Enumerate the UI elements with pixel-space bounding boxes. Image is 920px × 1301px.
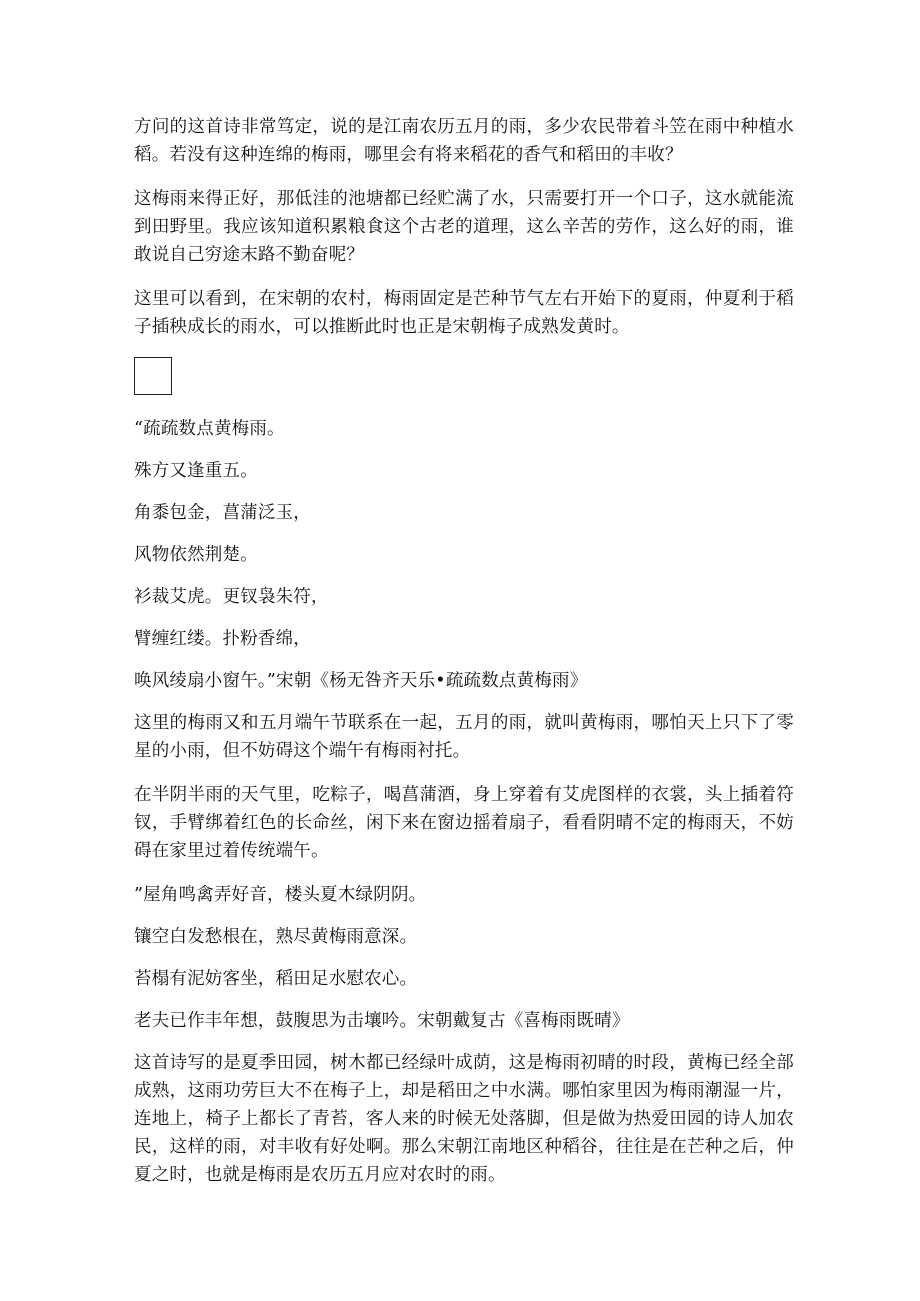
image-placeholder-box: [134, 357, 172, 395]
paragraph: 方问的这首诗非常笃定，说的是江南农历五月的雨，多少农民带着斗笠在雨中种植水稻。若没有这种连绵的梅雨，哪里会有将来稻花的香气和稻田的丰收？: [134, 117, 794, 165]
document-body: [134, 113, 794, 1205]
paragraph: 这梅雨来得正好，那低洼的池塘都已经贮满了水，只需要打开一个口子，这水就能流到田野里。我应该知道积累粮食这个古老的道理，这么辛苦的劳作，这么好的雨，谁敢说自己穷途末路不勤奋呢？: [134, 189, 794, 265]
paragraph: 这首诗写的是夏季田园，树木都已经绿叶成荫，这是梅雨初晴的时段，黄梅已经全部成熟，这雨功劳巨大不在梅子上，却是稻田之中水满。哪怕家里因为梅雨潮湿一片，连地上，椅子上都长了青苔，客人来的时候无处落脚，但是做为热爱田园的诗人加农民，这样的雨，对丰收有好处啊。那么宋朝江南地区种稻谷，往往是在芒种之后，仲夏之时，也就是梅雨是农历五月应对农时的雨。: [134, 1053, 794, 1185]
poem-line: 风物依然荆楚。: [134, 545, 258, 565]
poem-line: 角黍包金，菖蒲泛玉，: [134, 503, 311, 523]
paragraph: 这里的梅雨又和五月端午节联系在一起，五月的雨，就叫黄梅雨，哪怕天上只下了零星的小雨，但不妨碍这个端午有梅雨衬托。: [134, 713, 794, 761]
paragraph: 这里可以看到，在宋朝的农村，梅雨固定是芒种节气左右开始下的夏雨，仲夏利于稻子插秧成长的雨水，可以推断此时也正是宋朝梅子成熟发黄时。: [134, 289, 794, 337]
paragraph: 在半阴半雨的天气里，吃粽子，喝菖蒲酒，身上穿着有艾虎图样的衣裳，头上插着符钗，手臂绑着红色的长命丝，闲下来在窗边摇着扇子，看看阴晴不定的梅雨天，不妨碍在家里过着传统端午。: [134, 785, 794, 861]
poem-line-attribution: 老夫已作丰年想，鼓腹思为击壤吟。宋朝戴复古《喜梅雨既晴》: [134, 1011, 630, 1031]
poem-line: 苔榻有泥妨客坐，稻田足水慰农心。: [134, 969, 418, 989]
poem-line: “疏疏数点黄梅雨。: [134, 419, 285, 439]
poem-line-attribution: 唤风绫扇小窗午。”宋朝《杨无咎齐天乐•疏疏数点黄梅雨》: [134, 671, 588, 691]
poem-line: 镶空白发愁根在，熟尽黄梅雨意深。: [134, 927, 418, 947]
poem-line: 臂缠红缕。扑粉香绵，: [134, 629, 311, 649]
poem-line: 衫裁艾虎。更钗袅朱符，: [134, 587, 329, 607]
poem-line: ”屋角鸣禽弄好音，楼头夏木绿阴阴。: [134, 885, 427, 905]
poem-line: 殊方又逢重五。: [134, 461, 258, 481]
